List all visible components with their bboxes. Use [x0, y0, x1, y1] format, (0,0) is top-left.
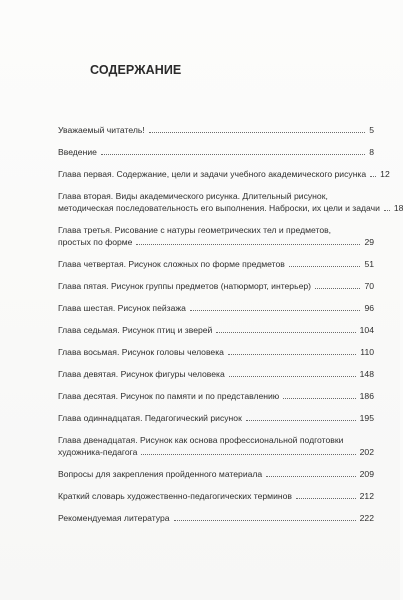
toc-entry-title: Глава седьмая. Рисунок птиц и зверей: [58, 325, 213, 335]
dot-leader: [101, 154, 365, 155]
toc-entry-row: [58, 168, 390, 180]
dot-leader: [384, 210, 390, 211]
toc-entry-title-line: Глава вторая. Виды академического рисунка. Длительный рисунок,: [58, 191, 328, 201]
dot-leader: [228, 354, 356, 355]
dot-leader: [266, 476, 355, 477]
toc-entry-row: [58, 412, 374, 424]
toc-list: [58, 124, 403, 534]
toc-entry-page-number: 51: [364, 259, 374, 269]
toc-entry-title: Вопросы для закрепления пройденного материала: [58, 469, 263, 479]
toc-entry-title: Глава пятая. Рисунок группы предметов (натюрморт, интерьер): [58, 281, 311, 291]
toc-entry-page-number: 8: [369, 147, 374, 157]
toc-entry-row: [58, 346, 374, 358]
dot-leader: [315, 288, 360, 289]
toc-entry-title: Уважаемый читатель!: [58, 125, 145, 135]
toc-entry: [58, 324, 374, 336]
toc-entry: [58, 434, 374, 458]
toc-entry: [58, 258, 374, 270]
toc-entry-page-number: 209: [359, 469, 374, 479]
toc-entry-row: [58, 490, 374, 502]
toc-entry-page-number: 222: [359, 513, 374, 523]
toc-entry: [58, 280, 374, 292]
toc-entry-page-number: 110: [360, 347, 374, 357]
toc-entry-title: методическая последовательность его выполнения. Наброски, их цели и задачи: [58, 203, 380, 213]
toc-entry-page-number: 202: [359, 447, 374, 457]
toc-entry-row: [58, 446, 374, 458]
toc-entry-row: [58, 512, 374, 524]
toc-entry: [58, 124, 374, 136]
dot-leader: [136, 244, 360, 245]
toc-entry-title: Глава одиннадцатая. Педагогический рисунок: [58, 413, 242, 423]
dot-leader: [141, 454, 355, 455]
toc-entry: [58, 302, 374, 314]
toc-entry-title: Глава десятая. Рисунок по памяти и по представлению: [58, 391, 280, 401]
toc-entry: [58, 190, 403, 214]
dot-leader: [246, 420, 356, 421]
toc-entry: [58, 146, 374, 158]
toc-entry-row: [58, 302, 374, 314]
toc-entry-page-number: 186: [359, 391, 374, 401]
toc-entry-title: Рекомендуемая литература: [58, 513, 170, 523]
toc-entry-title: Глава первая. Содержание, цели и задачи учебного академического рисунка: [58, 169, 367, 179]
dot-leader: [216, 332, 355, 333]
toc-entry: [58, 224, 374, 248]
toc-entry-page-number: 29: [364, 237, 374, 247]
toc-entry-page-number: 12: [380, 169, 390, 179]
dot-leader: [370, 176, 376, 177]
toc-entry-page-number: 148: [359, 369, 374, 379]
toc-entry-row: [58, 368, 374, 380]
toc-entry-row: [58, 280, 374, 292]
toc-entry: [58, 168, 390, 180]
toc-entry: [58, 512, 374, 524]
toc-entry-title: художника-педагога: [58, 447, 138, 457]
dot-leader: [174, 520, 356, 521]
toc-entry: [58, 468, 374, 480]
toc-entry-row: [58, 236, 374, 248]
dot-leader: [190, 310, 361, 311]
toc-entry-row: [58, 390, 374, 402]
toc-entry: [58, 390, 374, 402]
toc-entry-page-number: 70: [364, 281, 374, 291]
toc-entry-title-line: Глава третья. Рисование с натуры геометрических тел и предметов,: [58, 225, 332, 235]
toc-entry-page-number: 195: [359, 413, 374, 423]
toc-entry-title: Краткий словарь художественно-педагогических терминов: [58, 491, 292, 501]
toc-entry-page-number: 96: [364, 303, 374, 313]
toc-entry-page-number: 5: [369, 125, 374, 135]
toc-entry-title: Глава девятая. Рисунок фигуры человека: [58, 369, 225, 379]
toc-entry: [58, 346, 374, 358]
toc-entry: [58, 490, 374, 502]
dot-leader: [283, 398, 355, 399]
dot-leader: [289, 266, 361, 267]
dot-leader: [229, 376, 356, 377]
toc-entry-row: [58, 324, 374, 336]
dot-leader: [149, 132, 365, 133]
toc-entry-row: [58, 202, 403, 214]
toc-entry-row: [58, 258, 374, 270]
toc-entry-title: Глава восьмая. Рисунок головы человека: [58, 347, 224, 357]
toc-entry-page-number: 18: [393, 203, 403, 213]
toc-entry-title: Введение: [58, 147, 97, 157]
toc-heading: СОДЕРЖАНИЕ: [90, 63, 182, 77]
toc-entry-row: [58, 124, 374, 136]
toc-entry-title: простых по форме: [58, 237, 133, 247]
toc-entry-row: [58, 146, 374, 158]
dot-leader: [296, 498, 356, 499]
toc-entry: [58, 412, 374, 424]
toc-entry-row: [58, 468, 374, 480]
toc-entry-title-line: Глава двенадцатая. Рисунок как основа профессиональной подготовки: [58, 435, 344, 445]
toc-entry-page-number: 212: [359, 491, 374, 501]
toc-entry-title: Глава четвертая. Рисунок сложных по форме предметов: [58, 259, 285, 269]
toc-entry-page-number: 104: [359, 325, 374, 335]
toc-entry: [58, 368, 374, 380]
toc-entry-title: Глава шестая. Рисунок пейзажа: [58, 303, 186, 313]
